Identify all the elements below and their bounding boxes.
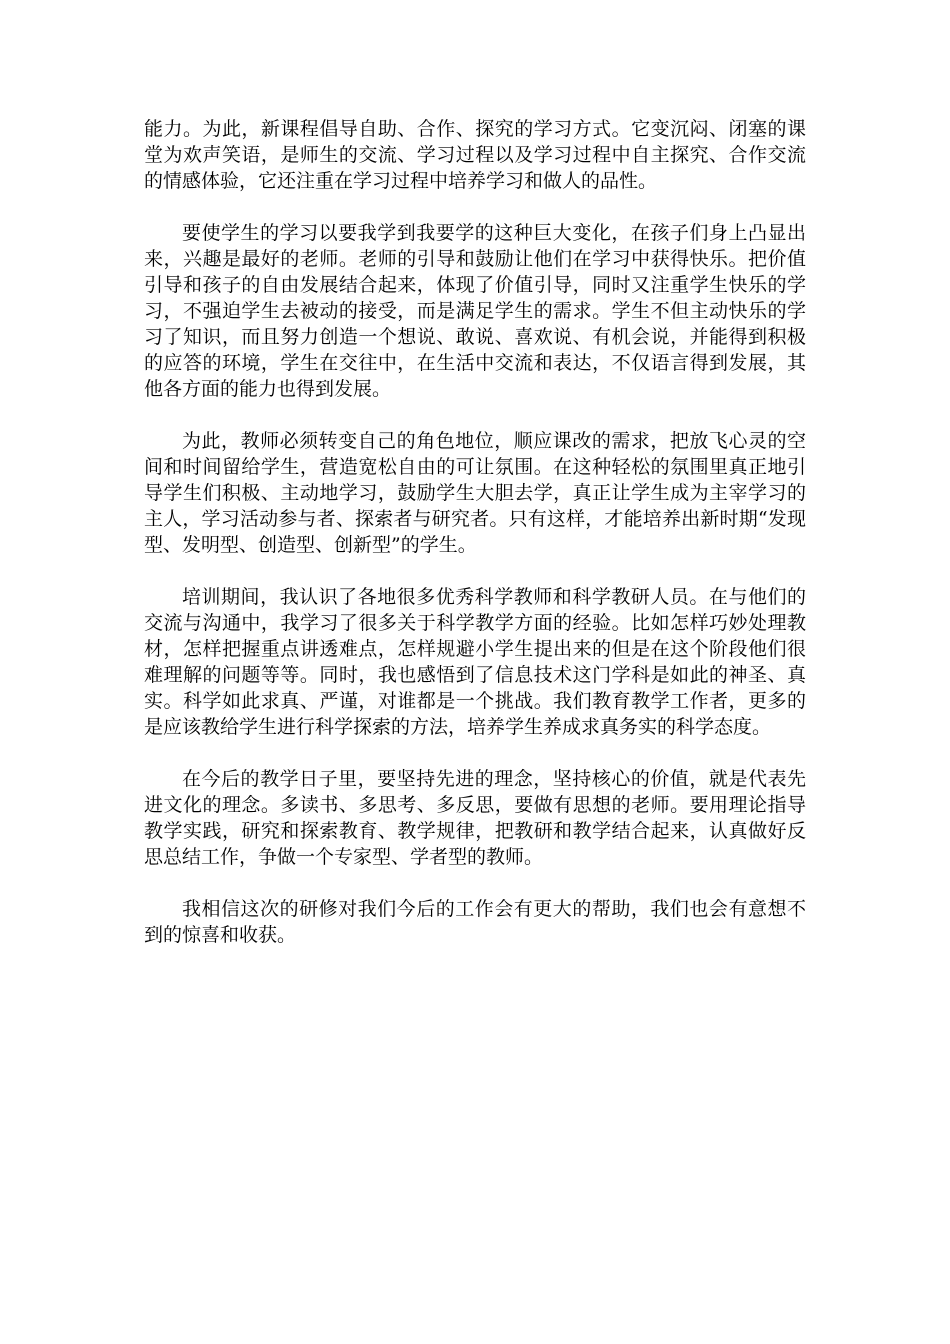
paragraph-5: 在今后的教学日子里，要坚持先进的理念，坚持核心的价值，就是代表先进文化的理念。多读书、多思考、多反思，要做有思想的老师。要用理论指导教学实践，研究和探索教育、教学规律，把教研和教学结合起来，认真做好反思总结工作，争做一个专家型、学者型的教师。 [144,768,806,868]
document-body [144,116,806,974]
paragraph-1: 能力。为此，新课程倡导自助、合作、探究的学习方式。它变沉闷、闭塞的课堂为欢声笑语，是师生的交流、学习过程以及学习过程中自主探究、合作交流的情感体验，它还注重在学习过程中培养学习和做人的品性。 [144,118,806,192]
paragraph-6: 我相信这次的研修对我们今后的工作会有更大的帮助，我们也会有意想不到的惊喜和收获。 [144,898,806,946]
paragraph-2: 要使学生的学习以要我学到我要学的这种巨大变化，在孩子们身上凸显出来，兴趣是最好的老师。老师的引导和鼓励让他们在学习中获得快乐。把价值引导和孩子的自由发展结合起来，体现了价值引导，同时又注重学生快乐的学习，不强迫学生去被动的接受，而是满足学生的需求。学生不但主动快乐的学习了知识，而且努力创造一个想说、敢说、喜欢说、有机会说，并能得到积极的应答的环境，学生在交往中，在生活中交流和表达，不仅语言得到发展，其他各方面的能力也得到发展。 [144,222,806,400]
paragraph-3: 为此，教师必须转变自己的角色地位，顺应课改的需求，把放飞心灵的空间和时间留给学生，营造宽松自由的可让氛围。在这种轻松的氛围里真正地引导学生们积极、主动地学习，鼓励学生大胆去学，真正让学生成为主宰学习的主人，学习活动参与者、探索者与研究者。只有这样，才能培养出新时期“发现型、发明型、创造型、创新型”的学生。 [144,430,806,556]
paragraph-4: 培训期间，我认识了各地很多优秀科学教师和科学教研人员。在与他们的交流与沟通中，我学习了很多关于科学教学方面的经验。比如怎样巧妙处理教材，怎样把握重点讲透难点，怎样规避小学生提出来的但是在这个阶段他们很难理解的问题等等。同时，我也感悟到了信息技术这门学科是如此的神圣、真实。科学如此求真、严谨，对谁都是一个挑战。我们教育教学工作者，更多的是应该教给学生进行科学探索的方法，培养学生养成求真务实的科学态度。 [144,586,806,738]
